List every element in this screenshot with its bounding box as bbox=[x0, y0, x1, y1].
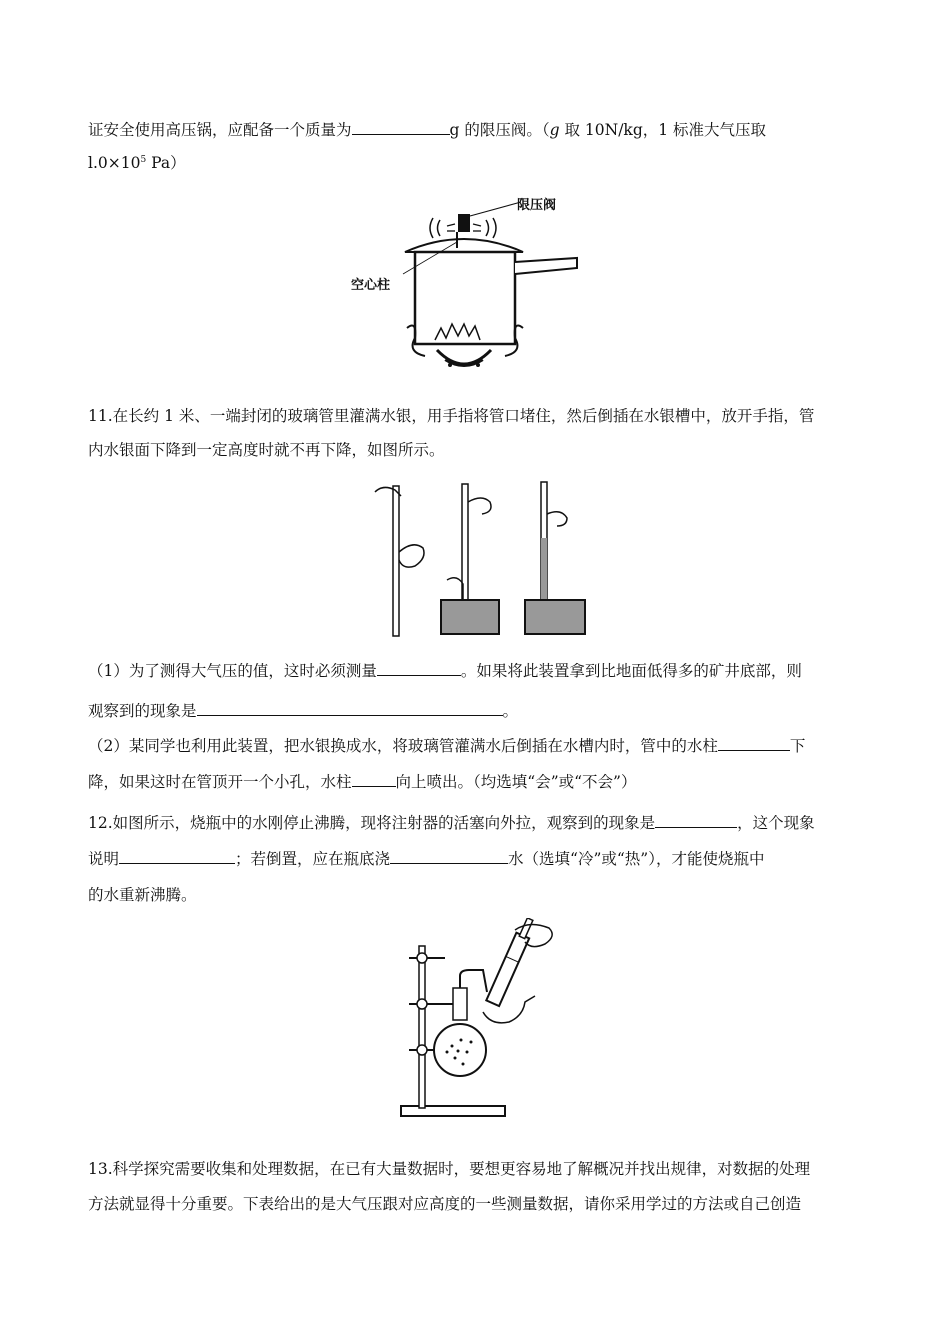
q12-line-3: 的水重新沸腾。 bbox=[88, 886, 197, 904]
q10-text: g 的限压阀。（ bbox=[449, 121, 550, 139]
q11-part1-line-1 bbox=[88, 660, 868, 682]
answer-blank[interactable] bbox=[377, 661, 461, 676]
q11-text: 。如果将此装置拿到比地面低得多的矿井底部，则 bbox=[460, 662, 802, 680]
q11-text: 下 bbox=[789, 737, 806, 755]
q10-text: 证安全使用高压锅，应配备一个质量为 bbox=[88, 121, 352, 139]
flask-syringe-figure bbox=[397, 918, 565, 1126]
q11-text: 。 bbox=[502, 702, 519, 720]
q11-text: （1）为了测得大气压的值，这时必须测量 bbox=[88, 662, 377, 680]
q12-line-2 bbox=[88, 848, 868, 870]
q10-text: Pa） bbox=[146, 154, 186, 172]
torricelli-figure bbox=[363, 478, 591, 640]
q13-line-1: 13.科学探究需要收集和处理数据，在已有大量数据时，要想更容易地了解概况并找出规律，对数据的处理 bbox=[88, 1160, 811, 1178]
q11-text: 降，如果这时在管顶开一个小孔，水柱 bbox=[88, 773, 352, 791]
q10-line-1 bbox=[88, 119, 868, 141]
answer-blank[interactable] bbox=[352, 120, 450, 135]
q11-intro-line-2: 内水银面下降到一定高度时就不再下降，如图所示。 bbox=[88, 441, 445, 459]
answer-blank[interactable] bbox=[718, 736, 790, 751]
q12-text: 说明 bbox=[88, 850, 120, 868]
q11-text: 观察到的现象是 bbox=[88, 702, 197, 720]
valve-icon bbox=[458, 214, 470, 232]
pressure-cooker-figure bbox=[345, 190, 595, 380]
q11-intro-line-1: 11.在长约 1 米、一端封闭的玻璃管里灌满水银，用手指将管口堵住，然后倒插在水银槽中，放开手指，管 bbox=[88, 407, 815, 425]
q12-line-1 bbox=[88, 812, 868, 834]
label-valve: 限压阀 bbox=[517, 198, 557, 213]
q12-text: 12.如图所示，烧瓶中的水刚停止沸腾，现将注射器的活塞向外拉，观察到的现象是 bbox=[88, 814, 656, 832]
q11-part2-line-1 bbox=[88, 735, 868, 757]
answer-blank[interactable] bbox=[655, 813, 737, 828]
q13-line-2: 方法就显得十分重要。下表给出的是大气压跟对应高度的一些测量数据，请你采用学过的方法或自己创造 bbox=[88, 1195, 802, 1213]
q10-text: 取 10N/kg，1 标准大气压取 bbox=[559, 121, 767, 139]
q11-part2-line-2 bbox=[88, 771, 868, 793]
q10-symbol-g: g bbox=[549, 121, 560, 139]
q10-line-2 bbox=[88, 152, 868, 174]
answer-blank[interactable] bbox=[390, 849, 508, 864]
q11-part1-line-2 bbox=[88, 700, 868, 722]
answer-blank[interactable] bbox=[119, 849, 235, 864]
answer-blank[interactable] bbox=[352, 772, 396, 787]
answer-blank[interactable] bbox=[197, 701, 503, 716]
q12-text: ；若倒置，应在瓶底浇 bbox=[235, 850, 391, 868]
q12-text: 水（选填“冷”或“热”），才能使烧瓶中 bbox=[508, 850, 765, 868]
q12-text: ，这个现象 bbox=[737, 814, 815, 832]
q11-text: （2）某同学也利用此装置，把水银换成水，将玻璃管灌满水后倒插在水槽内时，管中的水柱 bbox=[88, 737, 718, 755]
q11-text: 向上喷出。（均选填“会”或“不会”） bbox=[395, 773, 637, 791]
label-hollow-column: 空心柱 bbox=[351, 278, 391, 293]
q10-text: l.0×10 bbox=[88, 154, 141, 172]
exponent: 5 bbox=[140, 154, 147, 165]
